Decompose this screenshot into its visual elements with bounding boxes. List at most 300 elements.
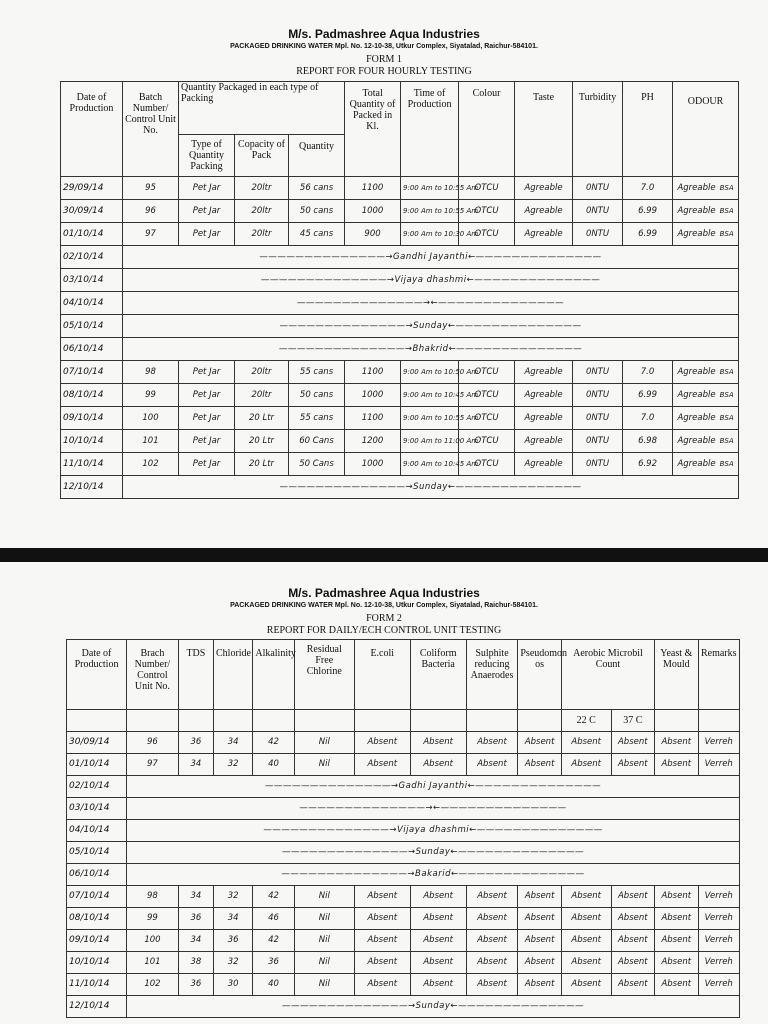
cell-type: Pet Jar — [179, 453, 235, 476]
cell-batch: 101 — [123, 430, 179, 453]
table-row — [61, 453, 739, 476]
header-batch: Batch Number/ Control Unit No. — [123, 82, 179, 177]
cell-odour — [673, 384, 739, 407]
cell-rem: Verreh — [698, 754, 739, 776]
arrow-right-line: ←—————————————— — [469, 825, 603, 835]
cell-a22: Absent — [561, 930, 611, 952]
cell-cap: 20 Ltr — [235, 453, 289, 476]
table-row — [61, 407, 739, 430]
cell-batch: 99 — [123, 384, 179, 407]
cell-alk: 42 — [253, 930, 294, 952]
cell-alk: 36 — [253, 952, 294, 974]
arrow-left-line: ——————————————→ — [278, 343, 413, 354]
cell-tds: 34 — [178, 886, 213, 908]
cell-date: 11/10/14 — [61, 453, 123, 476]
header-residual-chlorine: Residual Free Chlorine — [294, 640, 354, 710]
cell-total: 1200 — [345, 430, 401, 453]
cell-batch: 100 — [123, 407, 179, 430]
cell-res: Nil — [294, 732, 354, 754]
cell-qty: 60 Cans — [289, 430, 345, 453]
cell-ecoli: Absent — [354, 974, 410, 996]
cell-time: 9:00 Am to 10:45 Am — [401, 453, 459, 476]
cell-date: 12/10/14 — [67, 996, 127, 1018]
cell-res: Nil — [294, 974, 354, 996]
cell-ph: 6.99 — [623, 223, 673, 246]
cell-ph: 7.0 — [623, 407, 673, 430]
header-date: Date of Production — [61, 82, 123, 177]
cell-alk: 46 — [253, 908, 294, 930]
cell-odour — [673, 407, 739, 430]
table-row — [67, 996, 740, 1018]
cell-alk: 42 — [253, 886, 294, 908]
holiday-label: Bakarid — [415, 869, 451, 879]
table-row — [67, 732, 740, 754]
table-row — [61, 384, 739, 407]
cell-taste: Agreable — [515, 384, 573, 407]
cell-qty: 56 cans — [289, 177, 345, 200]
cell-date: 02/10/14 — [61, 246, 123, 269]
table-row — [61, 223, 739, 246]
cell-coli: Absent — [410, 908, 466, 930]
cell-odour — [673, 361, 739, 384]
cell-coli: Absent — [410, 974, 466, 996]
table-row — [61, 269, 739, 292]
header-sulphite: Sulphite reducing Anaerodes — [466, 640, 518, 710]
form2-company-name: M/s. Padmashree Aqua Industries — [288, 586, 480, 600]
cell-date: 02/10/14 — [67, 776, 127, 798]
cell-colour: OTCU — [459, 430, 515, 453]
cell-yeast: Absent — [655, 754, 698, 776]
cell-a37: Absent — [611, 754, 654, 776]
table-row — [61, 292, 739, 315]
table-row — [67, 908, 740, 930]
cell-a22: Absent — [561, 974, 611, 996]
cell-a22: Absent — [561, 754, 611, 776]
cell-ph: 7.0 — [623, 177, 673, 200]
arrow-right-line: ←—————————————— — [448, 343, 583, 354]
header-taste: Taste — [515, 82, 573, 177]
cell-yeast: Absent — [655, 732, 698, 754]
cell-batch: 102 — [123, 453, 179, 476]
arrow-left-line: ——————————————→ — [264, 781, 399, 791]
arrow-right-line: ←—————————————— — [447, 320, 582, 331]
cell-a37: Absent — [611, 732, 654, 754]
arrow-left-line: ——————————————→ — [263, 825, 397, 835]
cell-date: 08/10/14 — [61, 384, 123, 407]
holiday-label: Gandhi Jayanthi — [393, 251, 468, 262]
holiday-label: Sunday — [413, 320, 448, 331]
cell-date: 10/10/14 — [67, 952, 127, 974]
cell-holiday — [127, 776, 740, 798]
page-separator — [0, 548, 768, 562]
cell-ecoli: Absent — [354, 732, 410, 754]
cell-date: 01/10/14 — [67, 754, 127, 776]
header-quantity-group: Quantity Packaged in each type of Packing — [179, 82, 345, 135]
cell-odour — [673, 177, 739, 200]
cell-holiday — [123, 246, 739, 269]
cell-taste: Agreable — [515, 430, 573, 453]
table-row — [67, 754, 740, 776]
cell-holiday — [123, 292, 739, 315]
cell-time: 9:00 Am to 10:30 Am — [401, 223, 459, 246]
cell-date: 30/09/14 — [67, 732, 127, 754]
cell-res: Nil — [294, 930, 354, 952]
table-row — [67, 974, 740, 996]
header-colour: Colour — [459, 82, 515, 177]
cell-yeast: Absent — [655, 974, 698, 996]
cell-total: 1000 — [345, 384, 401, 407]
header-ph: PH — [623, 82, 673, 177]
cell-turb: 0NTU — [573, 177, 623, 200]
cell-pse: Absent — [518, 908, 561, 930]
cell-batch: 101 — [127, 952, 179, 974]
cell-batch: 95 — [123, 177, 179, 200]
cell-date: 01/10/14 — [61, 223, 123, 246]
cell-date: 10/10/14 — [61, 430, 123, 453]
cell-ecoli: Absent — [354, 908, 410, 930]
cell-date: 08/10/14 — [67, 908, 127, 930]
table-row — [61, 200, 739, 223]
form1-address: PACKAGED DRINKING WATER Mpl. No. 12-10-38, Utkur Complex, Siyatalad, Raichur-584101. — [230, 43, 538, 50]
cell-tds: 34 — [178, 754, 213, 776]
cell-cap: 20ltr — [235, 384, 289, 407]
cell-ph: 6.99 — [623, 200, 673, 223]
cell-rem: Verreh — [698, 886, 739, 908]
cell-date: 05/10/14 — [61, 315, 123, 338]
cell-holiday — [123, 269, 739, 292]
cell-a22: Absent — [561, 908, 611, 930]
cell-qty: 50 cans — [289, 384, 345, 407]
cell-sul: Absent — [466, 908, 518, 930]
header-tds: TDS — [178, 640, 213, 710]
holiday-label: Sunday — [415, 847, 451, 857]
table-row — [61, 338, 739, 361]
form2-address: PACKAGED DRINKING WATER Mpl. No. 12-10-38, Utkur Complex, Siyatalad, Raichur-584101. — [230, 602, 538, 609]
cell-colour: OTCU — [459, 177, 515, 200]
holiday-label: Sunday — [415, 1001, 451, 1011]
cell-pse: Absent — [518, 974, 561, 996]
odour-initials: BSA — [719, 413, 734, 422]
arrow-left-line: ——————————————→ — [299, 803, 434, 813]
cell-batch: 102 — [127, 974, 179, 996]
cell-total: 1000 — [345, 453, 401, 476]
cell-sul: Absent — [466, 732, 518, 754]
table-row — [61, 315, 739, 338]
cell-coli: Absent — [410, 732, 466, 754]
cell-holiday — [123, 315, 739, 338]
cell-ecoli: Absent — [354, 886, 410, 908]
table-row — [67, 886, 740, 908]
cell-res: Nil — [294, 886, 354, 908]
cell-cl: 36 — [214, 930, 253, 952]
cell-sul: Absent — [466, 886, 518, 908]
cell-a22: Absent — [561, 732, 611, 754]
cell-ph: 6.99 — [623, 384, 673, 407]
form2-number: FORM 2 — [366, 613, 402, 624]
odour-initials: BSA — [719, 229, 734, 238]
cell-type: Pet Jar — [179, 177, 235, 200]
cell-alk: 40 — [253, 754, 294, 776]
cell-cl: 32 — [214, 754, 253, 776]
holiday-label: Sunday — [413, 481, 448, 492]
cell-type: Pet Jar — [179, 430, 235, 453]
cell-holiday — [127, 820, 740, 842]
table-row — [61, 430, 739, 453]
cell-taste: Agreable — [515, 223, 573, 246]
cell-turb: 0NTU — [573, 430, 623, 453]
odour-value: Agreable — [677, 366, 716, 377]
form1-company-name: M/s. Padmashree Aqua Industries — [288, 27, 480, 41]
header-pseudomonos: Pseudomon os — [518, 640, 561, 710]
header-total: Total Quantity of Packed in Kl. — [345, 82, 401, 177]
cell-cl: 32 — [214, 952, 253, 974]
cell-time: 9:00 Am to 10:55 Am — [401, 407, 459, 430]
odour-initials: BSA — [719, 183, 734, 192]
cell-qty: 50 cans — [289, 200, 345, 223]
header-remarks: Remarks — [698, 640, 739, 710]
cell-total: 1100 — [345, 361, 401, 384]
cell-taste: Agreable — [515, 200, 573, 223]
cell-a37: Absent — [611, 974, 654, 996]
cell-turb: 0NTU — [573, 407, 623, 430]
cell-a22: Absent — [561, 952, 611, 974]
cell-rem: Verreh — [698, 732, 739, 754]
cell-qty: 55 cans — [289, 407, 345, 430]
form1-report-title: REPORT FOR FOUR HOURLY TESTING — [296, 66, 472, 77]
cell-tds: 38 — [178, 952, 213, 974]
arrow-right-line: ←—————————————— — [467, 781, 602, 791]
header-time: Time of Production — [401, 82, 459, 177]
cell-cl: 32 — [214, 886, 253, 908]
odour-initials: BSA — [719, 390, 734, 399]
cell-turb: 0NTU — [573, 200, 623, 223]
cell-holiday — [123, 476, 739, 499]
odour-value: Agreable — [677, 205, 716, 216]
cell-tds: 34 — [178, 930, 213, 952]
cell-total: 1100 — [345, 177, 401, 200]
cell-batch: 99 — [127, 908, 179, 930]
cell-qty: 55 cans — [289, 361, 345, 384]
header-batch: Brach Number/ Control Unit No. — [127, 640, 179, 710]
header-turbidity: Turbidity — [573, 82, 623, 177]
form1-number: FORM 1 — [366, 54, 402, 65]
cell-tds: 36 — [178, 732, 213, 754]
cell-rem: Verreh — [698, 908, 739, 930]
cell-colour: OTCU — [459, 453, 515, 476]
cell-turb: 0NTU — [573, 361, 623, 384]
cell-colour: OTCU — [459, 407, 515, 430]
cell-yeast: Absent — [655, 886, 698, 908]
arrow-left-line: ——————————————→ — [296, 297, 431, 308]
arrow-left-line: ——————————————→ — [260, 274, 395, 285]
cell-rem: Verreh — [698, 930, 739, 952]
cell-ph: 6.98 — [623, 430, 673, 453]
cell-type: Pet Jar — [179, 200, 235, 223]
odour-initials: BSA — [719, 367, 734, 376]
cell-a22: Absent — [561, 886, 611, 908]
cell-date: 04/10/14 — [61, 292, 123, 315]
odour-value: Agreable — [677, 458, 716, 469]
table-row — [61, 177, 739, 200]
cell-qty: 50 Cans — [289, 453, 345, 476]
table-row — [67, 842, 740, 864]
cell-total: 900 — [345, 223, 401, 246]
cell-type: Pet Jar — [179, 384, 235, 407]
cell-batch: 96 — [123, 200, 179, 223]
arrow-right-line: ←—————————————— — [450, 847, 585, 857]
odour-initials: BSA — [719, 436, 734, 445]
cell-batch: 100 — [127, 930, 179, 952]
cell-date: 11/10/14 — [67, 974, 127, 996]
arrow-left-line: ——————————————→ — [279, 481, 414, 492]
cell-cap: 20ltr — [235, 177, 289, 200]
cell-cap: 20ltr — [235, 200, 289, 223]
header-chloride: Chloride — [214, 640, 253, 710]
table-row — [67, 864, 740, 886]
cell-taste: Agreable — [515, 177, 573, 200]
cell-odour — [673, 430, 739, 453]
arrow-right-line: ←—————————————— — [433, 803, 567, 813]
cell-pse: Absent — [518, 732, 561, 754]
arrow-right-line: ←—————————————— — [467, 251, 602, 262]
cell-coli: Absent — [410, 886, 466, 908]
cell-odour — [673, 223, 739, 246]
cell-holiday — [127, 864, 740, 886]
cell-rem: Verreh — [698, 974, 739, 996]
cell-ph: 7.0 — [623, 361, 673, 384]
cell-time: 9:00 Am to 11:00 Am — [401, 430, 459, 453]
cell-total: 1000 — [345, 200, 401, 223]
cell-a37: Absent — [611, 908, 654, 930]
form2-report-title: REPORT FOR DAILY/ECH CONTROL UNIT TESTING — [266, 625, 502, 636]
cell-date: 06/10/14 — [61, 338, 123, 361]
cell-sul: Absent — [466, 952, 518, 974]
odour-initials: BSA — [719, 206, 734, 215]
table-row — [67, 930, 740, 952]
cell-turb: 0NTU — [573, 384, 623, 407]
odour-value: Agreable — [677, 228, 716, 239]
cell-res: Nil — [294, 754, 354, 776]
cell-date: 09/10/14 — [61, 407, 123, 430]
cell-date: 04/10/14 — [67, 820, 127, 842]
cell-date: 05/10/14 — [67, 842, 127, 864]
cell-tds: 36 — [178, 974, 213, 996]
cell-res: Nil — [294, 952, 354, 974]
cell-pse: Absent — [518, 952, 561, 974]
cell-yeast: Absent — [655, 908, 698, 930]
odour-initials: BSA — [719, 459, 734, 468]
odour-value: Agreable — [677, 182, 716, 193]
header-odour: ODOUR — [673, 82, 739, 177]
cell-ecoli: Absent — [354, 952, 410, 974]
table-row — [61, 246, 739, 269]
header-aerobic: Aerobic Microbil Count — [561, 640, 654, 710]
arrow-left-line: ——————————————→ — [281, 869, 416, 879]
cell-cap: 20 Ltr — [235, 430, 289, 453]
cell-odour — [673, 200, 739, 223]
holiday-label: Bhakrid — [412, 343, 449, 354]
cell-time: 9:00 Am to 10:55 Am — [401, 177, 459, 200]
arrow-right-line: ←—————————————— — [450, 1001, 585, 1011]
holiday-label: Vijaya dhashmi — [396, 825, 470, 835]
table-row — [67, 776, 740, 798]
cell-ecoli: Absent — [354, 930, 410, 952]
header-yeast: Yeast & Mould — [655, 640, 698, 710]
cell-pse: Absent — [518, 886, 561, 908]
cell-sul: Absent — [466, 974, 518, 996]
cell-cap: 20ltr — [235, 223, 289, 246]
cell-total: 1100 — [345, 407, 401, 430]
header-22c: 22 C — [561, 710, 611, 732]
cell-type: Pet Jar — [179, 223, 235, 246]
cell-alk: 42 — [253, 732, 294, 754]
cell-odour — [673, 453, 739, 476]
cell-sul: Absent — [466, 754, 518, 776]
cell-cl: 30 — [214, 974, 253, 996]
cell-yeast: Absent — [655, 930, 698, 952]
cell-cl: 34 — [214, 732, 253, 754]
cell-date: 30/09/14 — [61, 200, 123, 223]
header-alkalinity: Alkalinity — [253, 640, 294, 710]
cell-alk: 40 — [253, 974, 294, 996]
cell-time: 9:00 Am to 10:55 Am — [401, 200, 459, 223]
cell-coli: Absent — [410, 930, 466, 952]
cell-yeast: Absent — [655, 952, 698, 974]
cell-a37: Absent — [611, 930, 654, 952]
cell-date: 06/10/14 — [67, 864, 127, 886]
cell-colour: OTCU — [459, 384, 515, 407]
arrow-left-line: ——————————————→ — [281, 1001, 416, 1011]
cell-ecoli: Absent — [354, 754, 410, 776]
cell-date: 07/10/14 — [67, 886, 127, 908]
cell-date: 12/10/14 — [61, 476, 123, 499]
header-type: Type of Quantity Packing — [179, 135, 235, 177]
cell-cap: 20 Ltr — [235, 407, 289, 430]
odour-value: Agreable — [677, 435, 716, 446]
header-quantity: Quantity — [289, 135, 345, 177]
form1-table — [60, 81, 739, 499]
cell-colour: OTCU — [459, 361, 515, 384]
cell-date: 03/10/14 — [67, 798, 127, 820]
cell-a37: Absent — [611, 952, 654, 974]
arrow-left-line: ——————————————→ — [279, 320, 414, 331]
cell-holiday — [123, 338, 739, 361]
cell-date: 09/10/14 — [67, 930, 127, 952]
cell-batch: 97 — [127, 754, 179, 776]
cell-rem: Verreh — [698, 952, 739, 974]
arrow-right-line: ←—————————————— — [430, 297, 565, 308]
cell-date: 07/10/14 — [61, 361, 123, 384]
cell-qty: 45 cans — [289, 223, 345, 246]
cell-turb: 0NTU — [573, 223, 623, 246]
arrow-left-line: ——————————————→ — [259, 251, 394, 262]
cell-a37: Absent — [611, 886, 654, 908]
cell-colour: OTCU — [459, 223, 515, 246]
cell-coli: Absent — [410, 754, 466, 776]
cell-res: Nil — [294, 908, 354, 930]
cell-sul: Absent — [466, 930, 518, 952]
table-row — [67, 798, 740, 820]
table-row — [67, 952, 740, 974]
cell-time: 9:00 Am to 10:45 Am — [401, 384, 459, 407]
header-ecoli: E.coli — [354, 640, 410, 710]
header-coliform: Coliform Bacteria — [410, 640, 466, 710]
cell-holiday — [127, 798, 740, 820]
form2-table — [66, 639, 740, 1018]
table-row — [61, 361, 739, 384]
cell-holiday — [127, 842, 740, 864]
cell-batch: 98 — [123, 361, 179, 384]
